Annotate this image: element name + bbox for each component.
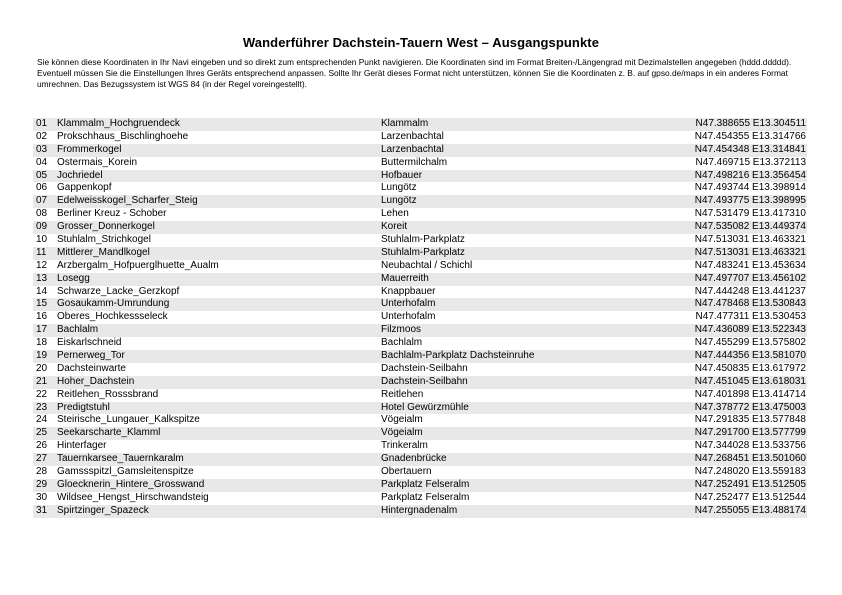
coordinates: N47.498216 E13.356454	[694, 169, 806, 181]
row-number: 06	[36, 182, 48, 194]
route-name: Oberes_Hochkessseleck	[57, 311, 168, 323]
table-row	[33, 170, 807, 183]
route-name: Wildsee_Hengst_Hirschwandsteig	[57, 491, 209, 503]
coordinates: N47.478468 E13.530843	[694, 298, 806, 310]
coordinates: N47.268451 E13.501060	[694, 453, 806, 465]
starting-point: Hintergnadenalm	[381, 504, 458, 516]
coordinates: N47.455299 E13.575802	[694, 337, 806, 349]
row-number: 27	[36, 453, 48, 465]
row-number: 02	[36, 130, 48, 142]
row-number: 28	[36, 466, 48, 478]
starting-point: Knappbauer	[381, 285, 436, 297]
table-row	[33, 337, 807, 350]
row-number: 07	[36, 195, 48, 207]
table-row	[33, 195, 807, 208]
starting-points-table	[33, 118, 807, 518]
route-name: Stuhlalm_Strichkogel	[57, 234, 151, 246]
route-name: Frommerkogel	[57, 143, 122, 155]
coordinates: N47.291700 E13.577799	[694, 427, 806, 439]
coordinates: N47.454348 E13.314841	[694, 143, 806, 155]
coordinates: N47.344028 E13.533756	[694, 440, 806, 452]
starting-point: Dachstein-Seilbahn	[381, 362, 468, 374]
row-number: 24	[36, 414, 48, 426]
coordinates: N47.454355 E13.314766	[694, 130, 806, 142]
table-row	[33, 479, 807, 492]
table-row	[33, 402, 807, 415]
starting-point: Vögeialm	[381, 427, 423, 439]
row-number: 09	[36, 221, 48, 233]
row-number: 11	[36, 246, 47, 258]
route-name: Reitlehen_Rosssbrand	[57, 388, 159, 400]
table-row	[33, 157, 807, 170]
starting-point: Lungötz	[381, 182, 417, 194]
route-name: Gamssspitzl_Gamsleitenspitze	[57, 466, 194, 478]
starting-point: Koreit	[381, 221, 408, 233]
route-name: Jochriedel	[57, 169, 103, 181]
starting-point: Filzmoos	[381, 324, 422, 336]
starting-point: Parkplatz Felseralm	[381, 478, 470, 490]
row-number: 15	[36, 298, 48, 310]
route-name: Bachlalm	[57, 324, 99, 336]
coordinates: N47.378772 E13.475003	[694, 401, 806, 413]
row-number: 31	[36, 504, 48, 516]
table-row	[33, 131, 807, 144]
starting-point: Unterhofalm	[381, 311, 436, 323]
row-number: 03	[36, 143, 48, 155]
row-number: 22	[36, 388, 48, 400]
route-name: Predigtstuhl	[57, 401, 110, 413]
starting-point: Vögeialm	[381, 414, 423, 426]
starting-point: Bachlalm-Parkplatz Dachsteinruhe	[381, 350, 535, 362]
document-title: Wanderführer Dachstein-Tauern West – Ausgangspunkte	[242, 35, 600, 50]
row-number: 25	[36, 427, 48, 439]
table-row	[33, 234, 807, 247]
row-number: 30	[36, 491, 48, 503]
table-row	[33, 247, 807, 260]
row-number: 26	[36, 440, 48, 452]
route-name: Spirtzinger_Spazeck	[57, 504, 149, 516]
route-name: Berliner Kreuz - Schober	[57, 208, 167, 220]
route-name: Hinterfager	[57, 440, 107, 452]
coordinates: N47.436089 E13.522343	[694, 324, 806, 336]
table-row	[33, 324, 807, 337]
table-row	[33, 260, 807, 273]
row-number: 29	[36, 478, 48, 490]
coordinates: N47.451045 E13.618031	[694, 375, 806, 387]
coordinates: N47.497707 E13.456102	[694, 272, 806, 284]
starting-point: Neubachtal / Schichl	[381, 259, 473, 271]
row-number: 04	[36, 156, 48, 168]
starting-point: Larzenbachtal	[381, 130, 444, 142]
route-name: Gloecknerin_Hintere_Grosswand	[57, 478, 205, 490]
table-row	[33, 466, 807, 479]
coordinates: N47.450835 E13.617972	[694, 362, 806, 374]
row-number: 18	[36, 337, 48, 349]
route-name: Schwarze_Lacke_Gerzkopf	[57, 285, 180, 297]
table-row	[33, 363, 807, 376]
row-number: 13	[36, 272, 48, 284]
route-name: Dachsteinwarte	[57, 362, 126, 374]
route-name: Eiskarlschneid	[57, 337, 122, 349]
table-row	[33, 144, 807, 157]
starting-point: Buttermilchalm	[381, 156, 448, 168]
table-row	[33, 440, 807, 453]
starting-point: Stuhlalm-Parkplatz	[381, 246, 465, 258]
route-name: Hoher_Dachstein	[57, 375, 135, 387]
table-row	[33, 221, 807, 234]
coordinates: N47.513031 E13.463321	[694, 234, 806, 246]
starting-point: Reitlehen	[381, 388, 424, 400]
table-row	[33, 298, 807, 311]
coordinates: N47.255055 E13.488174	[694, 504, 806, 516]
starting-point: Dachstein-Seilbahn	[381, 375, 468, 387]
route-name: Gosaukamm-Umrundung	[57, 298, 170, 310]
coordinates: N47.248020 E13.559183	[694, 466, 806, 478]
starting-point: Parkplatz Felseralm	[381, 491, 470, 503]
starting-point: Lungötz	[381, 195, 417, 207]
starting-point: Unterhofalm	[381, 298, 436, 310]
route-name: Prokschhaus_Bischlinghoehe	[57, 130, 189, 142]
coordinates: N47.535082 E13.449374	[694, 221, 806, 233]
route-name: Losegg	[57, 272, 90, 284]
starting-point: Obertauern	[381, 466, 432, 478]
route-name: Seekarscharte_Klamml	[57, 427, 161, 439]
row-number: 16	[36, 311, 48, 323]
route-name: Arzbergalm_Hofpuerglhuette_Aualm	[57, 259, 219, 271]
table-row	[33, 376, 807, 389]
coordinates: N47.493775 E13.398995	[694, 195, 806, 207]
route-name: Ostermais_Korein	[57, 156, 138, 168]
route-name: Mittlerer_Mandlkogel	[57, 246, 150, 258]
starting-point: Hofbauer	[381, 169, 423, 181]
intro-paragraph: Eventuell müssen Sie die Einstellungen Ihres Geräts entsprechend anpassen. Sollte Ihr Gerät dieses Format nicht unterstützen, können Sie die Koordinaten z. B. auf gpso.de/maps in ein anderes Format umrechnen. Das Bezugssystem ist WGS 84 (in der Regel voreingestellt).	[37, 68, 788, 90]
table-row	[33, 208, 807, 221]
coordinates: N47.252477 E13.512544	[694, 491, 806, 503]
coordinates: N47.444356 E13.581070	[694, 350, 806, 362]
row-number: 20	[36, 362, 48, 374]
row-number: 21	[36, 375, 48, 387]
starting-point: Mauerreith	[381, 272, 429, 284]
table-row	[33, 118, 807, 131]
table-row	[33, 182, 807, 195]
starting-point: Stuhlalm-Parkplatz	[381, 234, 465, 246]
starting-point: Larzenbachtal	[381, 143, 444, 155]
table-row	[33, 273, 807, 286]
coordinates: N47.469715 E13.372113	[695, 156, 806, 168]
row-number: 10	[36, 234, 48, 246]
row-number: 23	[36, 401, 48, 413]
coordinates: N47.493744 E13.398914	[694, 182, 806, 194]
route-name: Edelweisskogel_Scharfer_Steig	[57, 195, 198, 207]
intro-text	[37, 57, 807, 91]
coordinates: N47.477311 E13.530453	[695, 311, 806, 323]
row-number: 14	[36, 285, 48, 297]
coordinates: N47.513031 E13.463321	[694, 246, 806, 258]
coordinates: N47.291835 E13.577848	[694, 414, 806, 426]
table-row	[33, 414, 807, 427]
table-row	[33, 427, 807, 440]
table-row	[33, 350, 807, 363]
coordinates: N47.483241 E13.453634	[694, 259, 806, 271]
intro-paragraph: Sie können diese Koordinaten in Ihr Navi eingeben und so direkt zum entsprechenden Punkt navigieren. Die Koordinaten sind im Format Breiten-/Längengrad mit Dezimalstellen angegeben (hddd.ddddd).	[37, 57, 792, 67]
coordinates: N47.444248 E13.441237	[694, 285, 806, 297]
row-number: 12	[36, 259, 48, 271]
starting-point: Bachlalm	[381, 337, 423, 349]
route-name: Klammalm_Hochgruendeck	[57, 118, 180, 129]
row-number: 19	[36, 350, 48, 362]
table-row	[33, 311, 807, 324]
row-number: 05	[36, 169, 48, 181]
route-name: Grosser_Donnerkogel	[57, 221, 155, 233]
row-number: 01	[36, 118, 48, 129]
starting-point: Trinkeralm	[381, 440, 428, 452]
coordinates: N47.531479 E13.417310	[694, 208, 806, 220]
starting-point: Hotel Gewürzmühle	[381, 401, 469, 413]
table-row	[33, 453, 807, 466]
route-name: Tauernkarsee_Tauernkaralm	[57, 453, 184, 465]
route-name: Gappenkopf	[57, 182, 112, 194]
row-number: 17	[36, 324, 48, 336]
route-name: Pernerweg_Tor	[57, 350, 125, 362]
table-row	[33, 286, 807, 299]
starting-point: Klammalm	[381, 118, 429, 129]
row-number: 08	[36, 208, 48, 220]
table-row	[33, 389, 807, 402]
starting-point: Lehen	[381, 208, 409, 220]
table-row	[33, 492, 807, 505]
coordinates: N47.388655 E13.304511	[695, 118, 806, 129]
starting-point: Gnadenbrücke	[381, 453, 447, 465]
route-name: Steirische_Lungauer_Kalkspitze	[57, 414, 200, 426]
coordinates: N47.401898 E13.414714	[694, 388, 806, 400]
coordinates: N47.252491 E13.512505	[694, 478, 806, 490]
table-row	[33, 505, 807, 518]
